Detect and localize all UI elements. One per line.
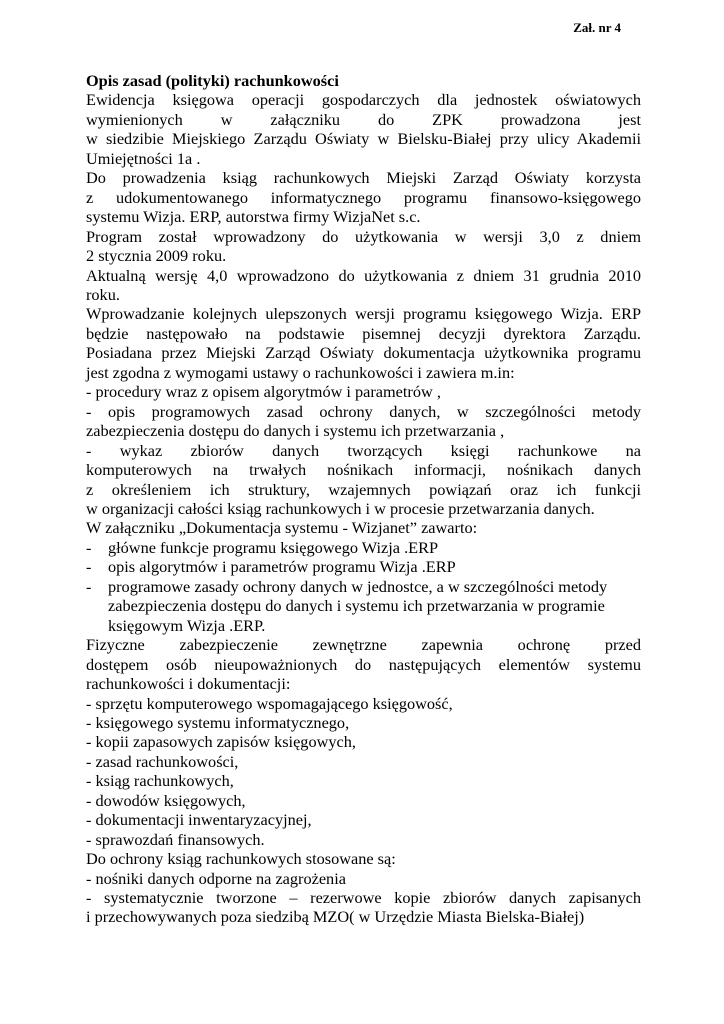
list-item-continuation: w organizacji całości ksiąg rachunkowych i w procesie przetwarzania danych. bbox=[86, 498, 595, 518]
document-title: Opis zasad (polityki) rachunkowości bbox=[86, 71, 339, 90]
list-item: - sprawozdań finansowych. bbox=[86, 829, 265, 849]
list-bullet: - bbox=[86, 537, 92, 557]
text-line: w siedzibie Miejskiego Zarządu Oświaty w Bielsku-Białej przy ulicy Akademii bbox=[86, 129, 641, 149]
text-line: Ewidencja księgowa operacji gospodarczych dla jednostek oświatowych bbox=[86, 90, 641, 110]
list-item-continuation: komputerowych na trwałych nośnikach informacji, nośnikach danych bbox=[86, 460, 641, 480]
text-line: rachunkowości i dokumentacji: bbox=[86, 674, 291, 694]
text-line: Aktualną wersję 4,0 wprowadzono do użytkowania z dniem 31 grudnia 2010 bbox=[86, 265, 641, 285]
document-body bbox=[86, 71, 641, 927]
list-bullet: - bbox=[86, 557, 92, 577]
list-item: - nośniki danych odporne na zagrożenia bbox=[86, 868, 346, 888]
text-line: Posiadana przez Miejski Zarząd Oświaty dokumentacja użytkownika programu bbox=[86, 343, 641, 363]
paragraph-protection-intro: Do ochrony ksiąg rachunkowych stosowane są: bbox=[86, 849, 396, 869]
documentation-contents-list bbox=[86, 382, 641, 518]
paragraph-version-4 bbox=[86, 266, 641, 305]
list-item: - procedury wraz z opisem algorytmów i parametrów , bbox=[86, 382, 441, 402]
list-item-text bbox=[108, 577, 641, 635]
list-item: - sprzętu komputerowego wspomagającego księgowość, bbox=[86, 693, 453, 713]
list-item-continuation: zabezpieczenia dostępu do danych i systemu ich przetwarzania , bbox=[86, 421, 505, 441]
list-item: - systematycznie tworzone – rezerwowe kopie zbiorów danych zapisanych bbox=[86, 888, 641, 908]
text-line: 2 stycznia 2009 roku. bbox=[86, 246, 227, 266]
text-line: roku. bbox=[86, 284, 120, 304]
list-item: - kopii zapasowych zapisów księgowych, bbox=[86, 732, 356, 752]
paragraph-updates bbox=[86, 304, 641, 382]
paragraph-attachment-intro: W załączniku „Dokumentacja systemu - Wizjanet” zawarto: bbox=[86, 518, 478, 538]
list-item: - wykaz zbiorów danych tworzących księgi rachunkowe na bbox=[86, 440, 641, 460]
attachment-contents-list bbox=[86, 538, 641, 635]
text-line: Umiejętności 1a . bbox=[86, 148, 201, 168]
list-item: - dowodów księgowych, bbox=[86, 790, 246, 810]
list-item-continuation: i przechowywanych poza siedzibą MZO( w Urzędzie Miasta Bielska-Białej) bbox=[86, 907, 585, 927]
text-line: programowe zasady ochrony danych w jednostce, a w szczególności metody bbox=[108, 576, 608, 596]
protected-elements-list bbox=[86, 694, 641, 850]
list-item: - opis programowych zasad ochrony danych, w szczególności metody bbox=[86, 401, 641, 421]
text-line: z udokumentowanego informatycznego programu finansowo-księgowego bbox=[86, 187, 641, 207]
text-line: Program został wprowadzony do użytkowania w wersji 3,0 z dniem bbox=[86, 226, 641, 246]
attachment-label: Zał. nr 4 bbox=[573, 20, 621, 35]
list-item: - dokumentacji inwentaryzacyjnej, bbox=[86, 810, 312, 830]
text-line: jest zgodna z wymogami ustawy o rachunkowości i zawiera m.in: bbox=[86, 362, 515, 382]
text-line: zabezpieczenia dostępu do danych i systemu ich przetwarzania w programie bbox=[108, 596, 605, 616]
list-bullet: - bbox=[86, 576, 92, 596]
text-line: będzie następowało na podstawie pisemnej decyzji dyrektora Zarządu. bbox=[86, 323, 641, 343]
text-line: Fizyczne zabezpieczenie zewnętrzne zapewnia ochronę przed bbox=[86, 635, 641, 655]
text-line: dostępem osób nieupoważnionych do następujących elementów systemu bbox=[86, 654, 641, 674]
protection-measures-list bbox=[86, 869, 641, 927]
list-item-text: opis algorytmów i parametrów programu Wizja .ERP bbox=[108, 557, 456, 577]
paragraph-physical-security bbox=[86, 635, 641, 693]
list-item: - księgowego systemu informatycznego, bbox=[86, 712, 350, 732]
text-line: wymienionych w załączniku do ZPK prowadzona jest bbox=[86, 109, 641, 129]
list-item bbox=[86, 577, 641, 635]
text-line: Wprowadzanie kolejnych ulepszonych wersji programu księgowego Wizja. ERP bbox=[86, 304, 641, 324]
list-item bbox=[86, 538, 641, 557]
list-item: - zasad rachunkowości, bbox=[86, 751, 239, 771]
paragraph-software bbox=[86, 168, 641, 226]
list-item-continuation: z określeniem ich struktury, wzajemnych powiązań oraz ich funkcji bbox=[86, 479, 641, 499]
list-item-text: główne funkcje programu księgowego Wizja .ERP bbox=[108, 537, 439, 557]
paragraph-records bbox=[86, 90, 641, 168]
list-item bbox=[86, 557, 641, 576]
list-item: - ksiąg rachunkowych, bbox=[86, 771, 234, 791]
text-line: Do prowadzenia ksiąg rachunkowych Miejski Zarząd Oświaty korzysta bbox=[86, 168, 641, 188]
text-line: systemu Wizja. ERP, autorstwa firmy WizjaNet s.c. bbox=[86, 207, 421, 227]
text-line: księgowym Wizja .ERP. bbox=[108, 615, 266, 635]
paragraph-version-3 bbox=[86, 227, 641, 266]
